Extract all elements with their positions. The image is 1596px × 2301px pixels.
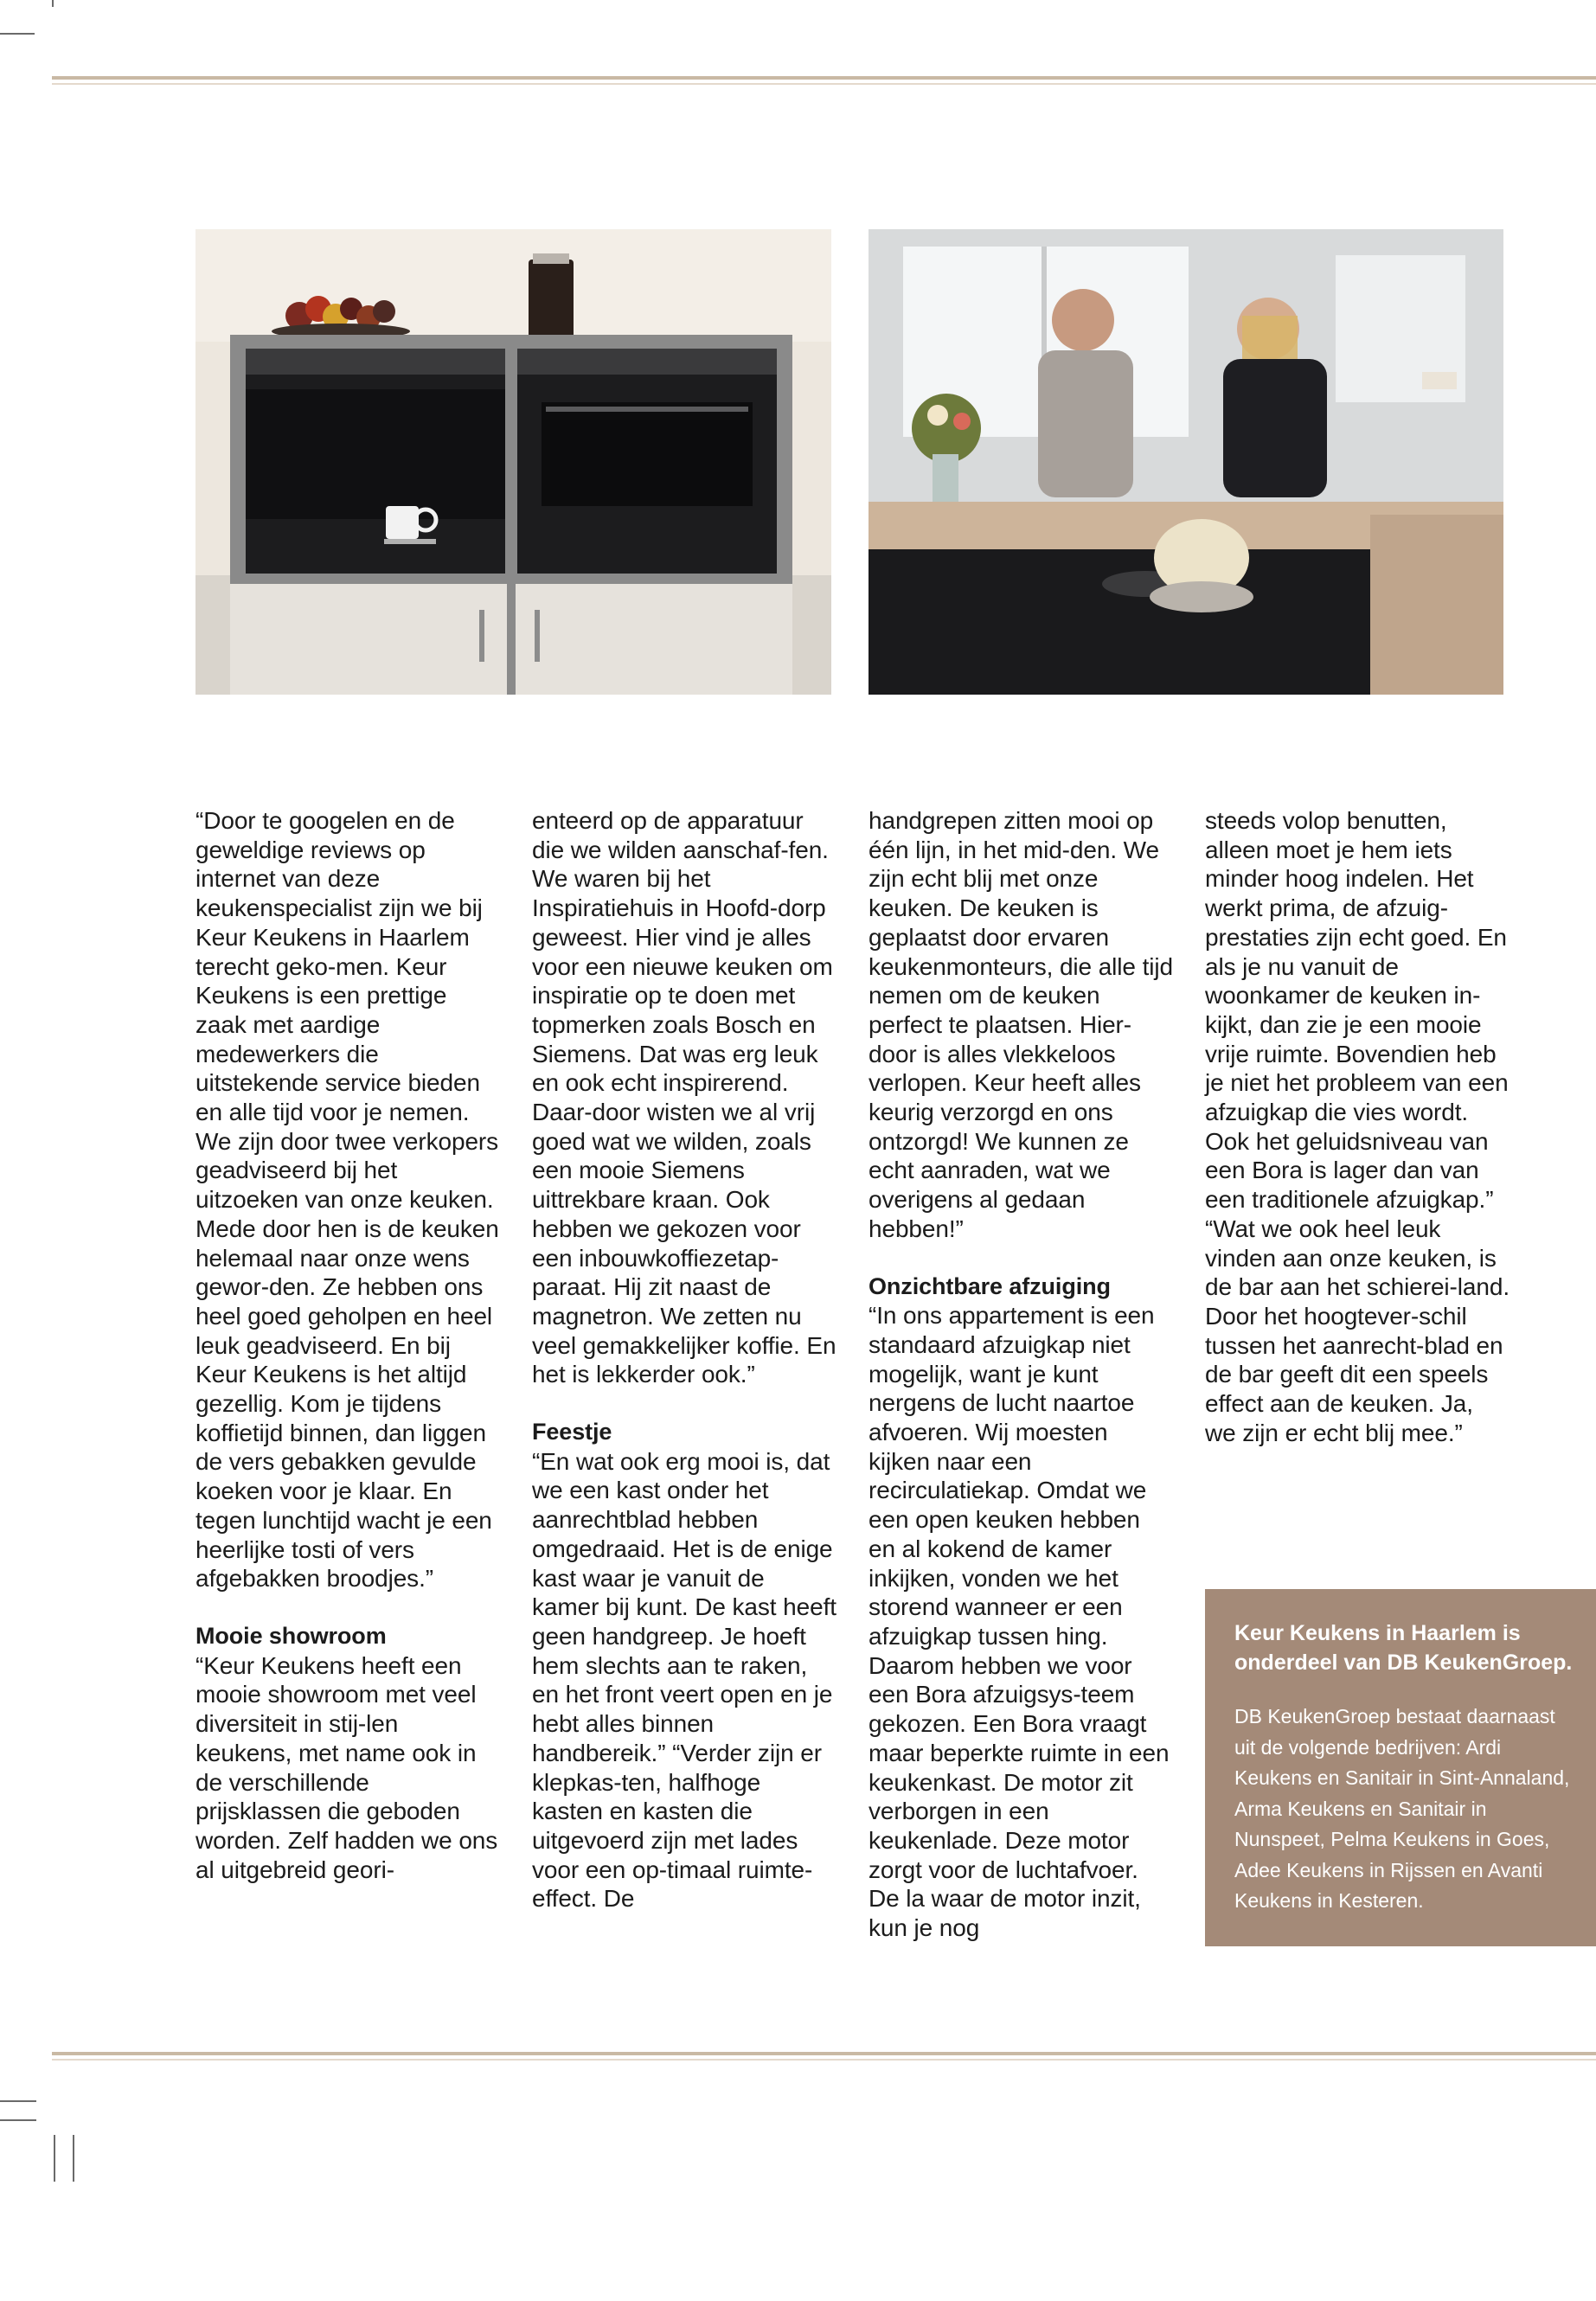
crop-mark-top-left-h bbox=[0, 33, 35, 35]
crop-mark-bottom-left-h2 bbox=[0, 2119, 36, 2121]
crop-mark-bottom-left-v2 bbox=[73, 2135, 74, 2182]
article-column-2 bbox=[532, 806, 836, 1913]
article-column-4 bbox=[1205, 806, 1509, 1447]
info-box-body: DB KeukenGroep bestaat daarnaast uit de volgende bedrijven: Ardi Keukens en Sanitair in Sint-Annaland, Arma Keukens en Sanitair in Nunspeet, Pelma Keukens in Goes, Adee Keukens in Rijssen en Avanti Keukens in Kesteren. bbox=[1234, 1705, 1570, 1912]
crop-mark-top-left-v bbox=[52, 0, 54, 7]
paragraph: “Door te googelen en de geweldige reviews op internet van deze keukenspecialist zijn we bij Keur Keukens in Haarlem terecht geko-men. Keur Keukens is een prettige zaak met aardige medewerkers die uitstekende service bieden en alle tijd voor je nemen. We zijn door twee verkopers geadviseerd bij het uitzoeken van onze keuken. Mede door hen is de keuken helemaal naar onze wens gewor-den. Ze hebben ons heel goed geholpen en heel leuk geadviseerd. En bij Keur Keukens is het altijd gezellig. Kom je tijdens koffietijd binnen, dan liggen de vers gebakken gevulde koeken voor je klaar. En tegen lunchtijd wacht je een heerlijke tosti of vers afgebakken broodjes.” bbox=[195, 807, 499, 1593]
paragraph: steeds volop benutten, alleen moet je hem iets minder hoog indelen. Het werkt prima, de afzuig-prestaties zijn echt goed. En als je nu vanuit de woonkamer de keuken in-kijkt, dan zie je een mooie vrije ruimte. Bovendien heb je niet het probleem van een afzuigkap die vies wordt. Ook het geluidsniveau van een Bora is lager dan van een traditionele afzuigkap.” “Wat we ook heel leuk vinden aan onze keuken, is de bar aan het schierei-land. Door het hoogtever-schil tussen het aanrecht-blad en de bar geeft dit een speels effect aan de keuken. Ja, we zijn er echt blij mee.” bbox=[1205, 807, 1509, 1446]
photo-kitchen-appliances-art bbox=[195, 229, 831, 695]
paragraph: enteerd op de apparatuur die we wilden aanschaf-fen. We waren bij het Inspiratiehuis in Hoofd-dorp geweest. Hier vind je alles voor een nieuwe keuken om inspiratie op te doen met topmerken zoals Bosch en Siemens. Dat was erg leuk en ook echt inspirerend. Daar-door wisten we al vrij goed wat we wilden, zoals een mooie Siemens uittrekbare kraan. Ook hebben we gekozen voor een inbouwkoffiezetap-paraat. Hij zit naast de magnetron. We zetten nu veel gemakkelijker koffie. En het is lekkerder ook.” bbox=[532, 807, 836, 1388]
company-info-box bbox=[1205, 1589, 1596, 1946]
crop-mark-bottom-left-h1 bbox=[0, 2100, 36, 2102]
photo-kitchen-appliances bbox=[195, 229, 831, 695]
article-column-1 bbox=[195, 806, 500, 1884]
photo-couple-at-kitchen-island bbox=[869, 229, 1503, 695]
photo-couple-art bbox=[869, 229, 1503, 695]
paragraph: “Keur Keukens heeft een mooie showroom met veel diversiteit in stij-len keukens, met name ook in de verschillende prijsklassen die geboden worden. Zelf hadden we ons al uitgebreid geori- bbox=[195, 1651, 498, 1883]
subheading-feestje: Feestje bbox=[532, 1419, 612, 1445]
bottom-rule bbox=[52, 2052, 1596, 2061]
top-rule bbox=[52, 76, 1596, 85]
article-column-3 bbox=[869, 806, 1173, 1943]
subheading-onzichtbare-afzuiging: Onzichtbare afzuiging bbox=[869, 1272, 1111, 1299]
crop-mark-bottom-left-v1 bbox=[54, 2135, 55, 2182]
subheading-mooie-showroom: Mooie showroom bbox=[195, 1622, 387, 1649]
paragraph: “En wat ook erg mooi is, dat we een kast onder het aanrechtblad hebben omgedraaid. Het is de enige kast waar je vanuit de kamer bij kunt. De kast heeft geen handgreep. Je hoeft hem slechts aan te raken, en het front veert open en je hebt alles binnen handbereik.” “Verder zijn er klepkas-ten, halfhoge kasten en kasten die uitgevoerd zijn met lades voor een op-timaal ruimte-effect. De bbox=[532, 1447, 836, 1913]
info-box-title: Keur Keukens in Haarlem is onderdeel van DB KeukenGroep. bbox=[1234, 1621, 1573, 1675]
paragraph: handgrepen zitten mooi op één lijn, in het mid-den. We zijn echt blij met onze keuken. De keuken is geplaatst door ervaren keukenmonteurs, die alle tijd nemen om de keuken perfect te plaatsen. Hier-door is alles vlekkeloos verlopen. Keur heeft alles keurig verzorgd en ons ontzorgd! We kunnen ze echt aanraden, wat we overigens al gedaan hebben!” bbox=[869, 807, 1173, 1242]
paragraph: “In ons appartement is een standaard afzuigkap niet mogelijk, want je kunt nergens de lucht naartoe afvoeren. Wij moesten kijken naar een recirculatiekap. Omdat we een open keuken hebben en al kokend de kamer inkijken, vonden we het storend wanneer er een afzuigkap tussen hing. Daarom hebben we voor een Bora afzuigsys-teem gekozen. Een Bora vraagt maar beperkte ruimte in een keukenkast. De motor zit verborgen in een keukenlade. Deze motor zorgt voor de luchtafvoer. De la waar de motor inzit, kun je nog bbox=[869, 1302, 1170, 1942]
